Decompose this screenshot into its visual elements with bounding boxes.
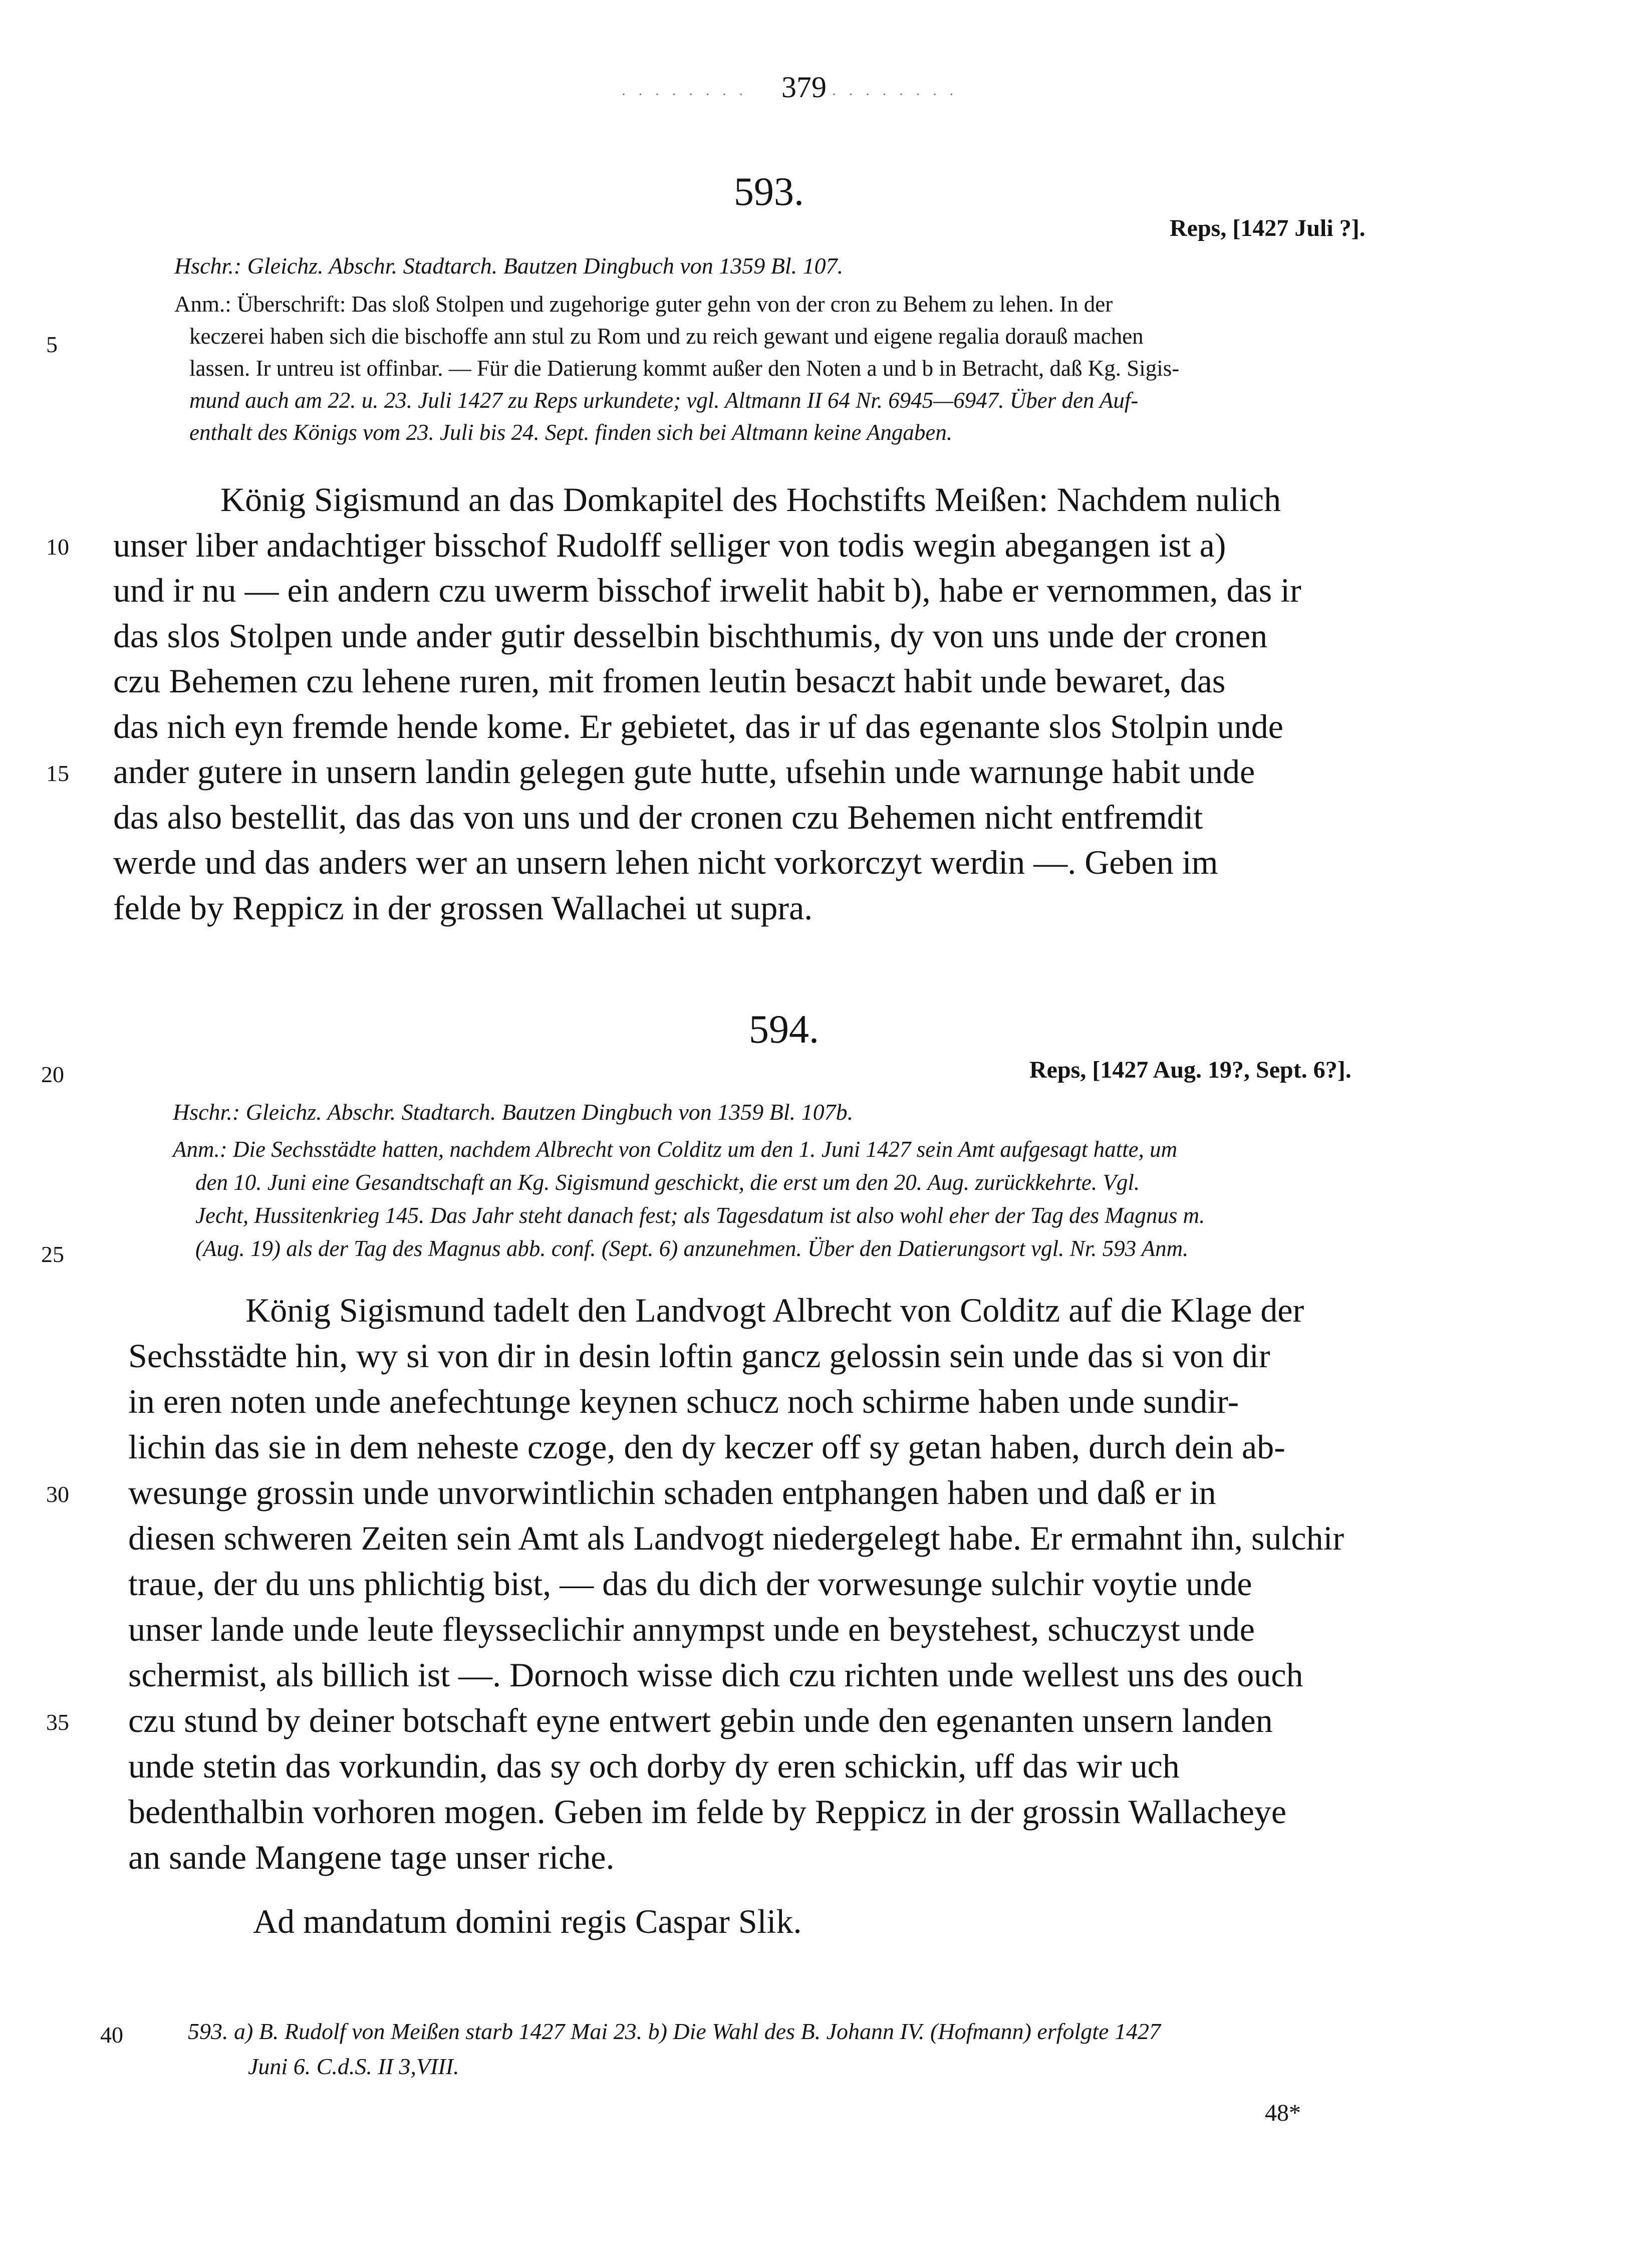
doc-594-text-line: unde stetin das vorkundin, das sy och dorby dy eren schickin, uff das wir uch [128, 1747, 1180, 1785]
doc-593-note-line: mund auch am 22. u. 23. Juli 1427 zu Reps urkundete; vgl. Altmann II 64 Nr. 6945—6947. Über den Auf- [189, 388, 1139, 413]
doc-594-number: 594. [749, 1007, 819, 1052]
doc-594-text-line: diesen schweren Zeiten sein Amt als Landvogt niedergelegt habe. Er ermahnt ihn, sulchir [128, 1519, 1344, 1557]
doc-594-note-line: den 10. Juni eine Gesandtschaft an Kg. Sigismund geschickt, die erst um den 20. Aug. zurückkehrte. Vgl. [195, 1170, 1140, 1195]
doc-593-text-line: werde und das anders wer an unsern lehen nicht vorkorczyt werdin —. Geben im [113, 843, 1218, 881]
doc-594-text-line: unser lande unde leute fleysseclichir annympst unde en beystehest, schuczyst unde [128, 1610, 1255, 1648]
doc-593-text-line: das nich eyn fremde hende kome. Er gebietet, das ir uf das egenante slos Stolpin unde [113, 707, 1283, 745]
doc-594-text-line: traue, der du uns phlichtig bist, — das du dich der vorwesunge sulchir voytie unde [128, 1565, 1252, 1603]
doc-593-text-line: das also bestellit, das das von uns und der cronen czu Behemen nicht entfremdit [113, 798, 1203, 836]
footnote-line: 593. a) B. Rudolf von Meißen starb 1427 Mai 23. b) Die Wahl des B. Johann IV. (Hofmann) erfolgte 1427 [188, 2019, 1161, 2044]
doc-593-text-line: felde by Reppicz in der grossen Wallachei ut supra. [113, 889, 813, 927]
line-number: 20 [41, 1062, 64, 1087]
doc-593-note-line: enthalt des Königs vom 23. Juli bis 24. Sept. finden sich bei Altmann keine Angaben. [189, 420, 953, 445]
doc-594-note-line: Jecht, Hussitenkrieg 145. Das Jahr steht danach fest; als Tagesdatum ist also wohl eher der Tag des Magnus m. [195, 1203, 1205, 1228]
sheet-signature: 48* [1265, 2100, 1301, 2126]
doc-594-note-line: Anm.: Die Sechsstädte hatten, nachdem Albrecht von Colditz um den 1. Juni 1427 sein Amt aufgesagt hatte, um [173, 1137, 1178, 1162]
doc-593-text-line: ander gutere in unsern landin gelegen gute hutte, ufsehin unde warnunge habit unde [113, 752, 1255, 791]
doc-594-text-line: czu stund by deiner botschaft eyne entwert gebin unde den egenanten unsern landen [128, 1701, 1273, 1739]
line-number: 15 [46, 761, 69, 786]
line-number: 10 [46, 534, 69, 560]
doc-593-number: 593. [734, 170, 804, 214]
doc-593-text-line: czu Behemen czu lehene ruren, mit fromen leutin besaczt habit unde bewaret, das [113, 662, 1226, 700]
doc-593-date: Reps, [1427 Juli ?]. [1170, 215, 1366, 241]
doc-594-text-line: lichin das sie in dem neheste czoge, den dy keczer off sy getan haben, durch dein ab- [128, 1428, 1285, 1466]
doc-594-text-line: in eren noten unde anefechtunge keynen schucz noch schirme haben unde sundir- [128, 1382, 1239, 1420]
doc-594-closing: Ad mandatum domini regis Caspar Slik. [253, 1902, 802, 1940]
doc-594-text-line: Sechsstädte hin, wy si von dir in desin loftin gancz gelossin sein unde das si von dir [128, 1337, 1270, 1375]
header-rule-left: · · · · · · · · [621, 86, 748, 103]
doc-593-note-line: lassen. Ir untreu ist offinbar. — Für die Datierung kommt außer den Noten a und b in Betracht, daß Kg. Sigis- [189, 356, 1180, 381]
doc-593-source: Hschr.: Gleichz. Abschr. Stadtarch. Bautzen Dingbuch von 1359 Bl. 107. [174, 253, 844, 279]
doc-594-text-line: schermist, als billich ist —. Dornoch wisse dich czu richten unde wellest uns des ouch [128, 1656, 1303, 1694]
page-number: 379 [781, 71, 827, 104]
header-rule-right: · · · · · · · · [832, 86, 958, 103]
doc-593-text-line: unser liber andachtiger bisschof Rudolff selliger von todis wegin abegangen ist a) [113, 526, 1226, 564]
doc-593-text-line: König Sigismund an das Domkapitel des Hochstifts Meißen: Nachdem nulich [220, 480, 1281, 519]
line-number: 30 [46, 1481, 69, 1507]
doc-594-note-line: (Aug. 19) als der Tag des Magnus abb. conf. (Sept. 6) anzunehmen. Über den Datierungsort vgl. Nr. 593 Anm. [195, 1236, 1189, 1261]
doc-594-text-line: bedenthalbin vorhoren mogen. Geben im felde by Reppicz in der grossin Wallacheye [128, 1793, 1287, 1831]
doc-594-date: Reps, [1427 Aug. 19?, Sept. 6?]. [1029, 1057, 1351, 1083]
doc-594-text-line: wesunge grossin unde unvorwintlichin schaden entphangen haben und daß er in [128, 1473, 1216, 1511]
line-number: 5 [46, 332, 58, 357]
doc-594-text-line: König Sigismund tadelt den Landvogt Albrecht von Colditz auf die Klage der [245, 1291, 1304, 1329]
line-number: 25 [41, 1241, 64, 1267]
line-number: 35 [46, 1709, 69, 1735]
footnote-line: Juni 6. C.d.S. II 3,VIII. [248, 2054, 459, 2079]
doc-593-text-line: und ir nu — ein andern czu uwerm bisschof irwelit habit b), habe er vernommen, das ir [113, 571, 1301, 609]
doc-593-text-line: das slos Stolpen unde ander gutir desselbin bischthumis, dy von uns unde der cronen [113, 617, 1268, 655]
doc-593-note-line: Anm.: Überschrift: Das sloß Stolpen und zugehorige guter gehn von der cron zu Behem zu lehen. In der [174, 292, 1113, 317]
doc-593-note-line: keczerei haben sich die bischoffe ann stul zu Rom und zu reich gewant und eigene regalia dorauß machen [189, 324, 1144, 349]
doc-594-text-line: an sande Mangene tage unser riche. [128, 1838, 615, 1876]
doc-594-source: Hschr.: Gleichz. Abschr. Stadtarch. Bautzen Dingbuch von 1359 Bl. 107b. [173, 1099, 854, 1125]
line-number: 40 [100, 2022, 123, 2048]
